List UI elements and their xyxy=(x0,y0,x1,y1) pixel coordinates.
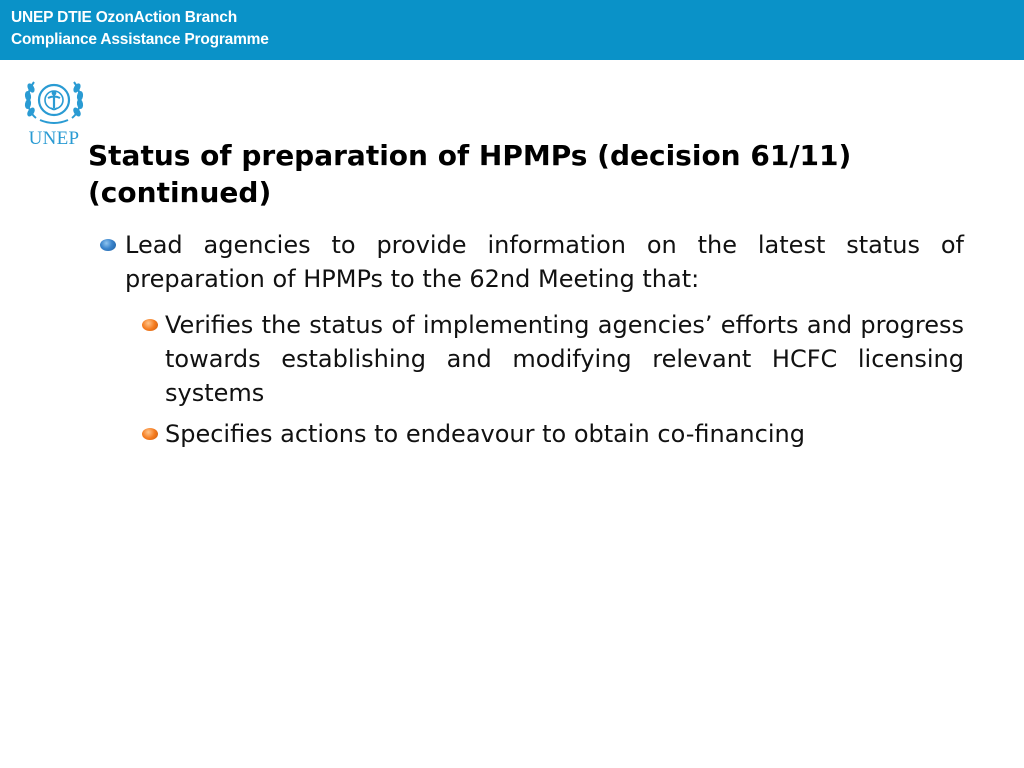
orange-bullet-icon xyxy=(142,319,158,331)
blue-bullet-icon xyxy=(100,239,116,251)
orange-bullet-icon xyxy=(142,428,158,440)
unep-emblem-icon xyxy=(22,74,86,132)
unep-logo-text: UNEP xyxy=(28,128,80,149)
header-line-2: Compliance Assistance Programme xyxy=(11,31,269,48)
slide-title: Status of preparation of HPMPs (decision 61/11) (continued) xyxy=(88,139,852,209)
header-line-1: UNEP DTIE OzonAction Branch xyxy=(11,9,237,26)
bullet-item-level1 xyxy=(100,228,964,296)
sub-bullet-item xyxy=(142,308,964,410)
sub-bullet-text: Specifies actions to endeavour to obtain co-financing xyxy=(165,420,805,448)
slide-body xyxy=(100,228,964,458)
sub-bullet-text: Verifies the status of implementing agencies’ efforts and progress towards establishing and modifying relevant HCFC licensing systems xyxy=(165,311,964,407)
unep-logo xyxy=(22,74,86,154)
sub-bullet-item xyxy=(142,417,964,451)
bullet-text: Lead agencies to provide information on the latest status of preparation of HPMPs to the 62nd Meeting that: xyxy=(125,231,964,293)
header-banner xyxy=(0,0,1024,60)
